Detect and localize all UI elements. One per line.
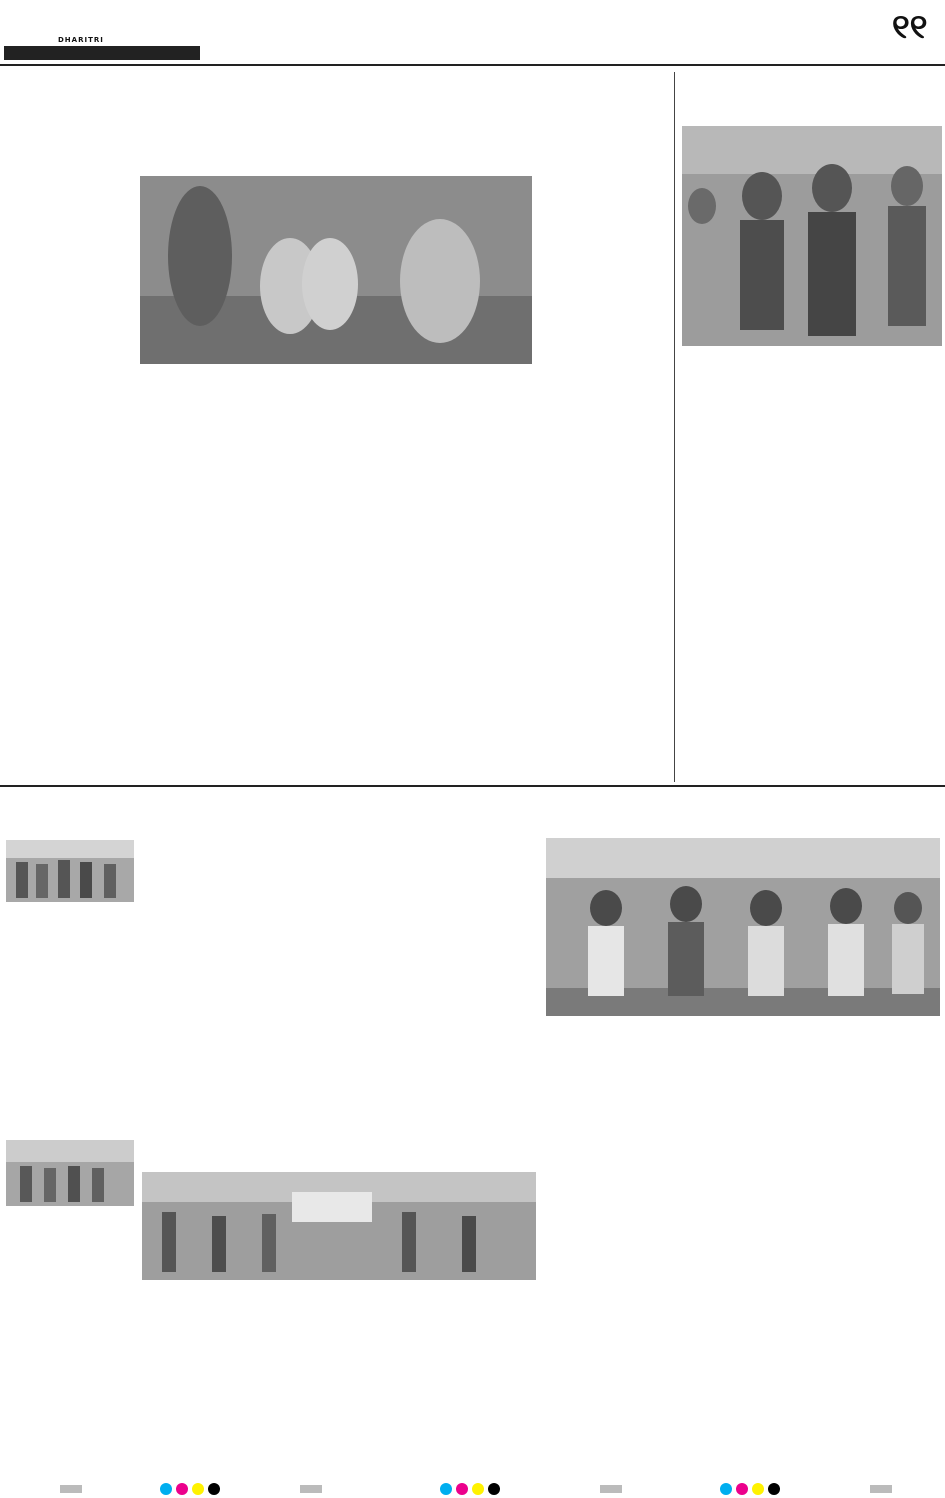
netaji-photo-image bbox=[6, 1140, 134, 1206]
page-number: ୧୧ bbox=[892, 10, 928, 47]
tree-headline bbox=[142, 1088, 538, 1168]
lead-photo-image bbox=[140, 176, 532, 364]
chandan-caption bbox=[546, 1020, 940, 1031]
bjp-mid-headline bbox=[410, 800, 534, 842]
masthead-logo bbox=[14, 6, 154, 36]
reg-square bbox=[300, 1485, 322, 1493]
reg-black-dot bbox=[488, 1483, 500, 1495]
chandan-col-2 bbox=[680, 1038, 806, 1188]
lead-photo-caption bbox=[140, 367, 532, 378]
reg-yellow-dot bbox=[752, 1483, 764, 1495]
lead-col-3 bbox=[274, 380, 402, 782]
right-top-photo bbox=[682, 126, 942, 346]
reg-square bbox=[600, 1485, 622, 1493]
nhrc-col-4 bbox=[810, 1282, 940, 1476]
reg-black-dot bbox=[208, 1483, 220, 1495]
reg-magenta-dot bbox=[736, 1483, 748, 1495]
reg-black-dot bbox=[768, 1483, 780, 1495]
bjp-mid-body bbox=[410, 866, 536, 1086]
lead-col-2 bbox=[140, 380, 270, 782]
dhruba-headline bbox=[142, 800, 400, 870]
chandan-photo bbox=[546, 838, 940, 1016]
nhrc-headline bbox=[410, 1218, 940, 1274]
masthead-rule bbox=[0, 64, 945, 66]
right-top-photo-image bbox=[682, 126, 942, 346]
dhruba-dateline bbox=[142, 876, 262, 888]
registration-strip bbox=[0, 1480, 945, 1498]
right-top-caption bbox=[682, 350, 942, 361]
right-top-col-2 bbox=[816, 364, 942, 782]
nhrc-col-3 bbox=[676, 1282, 802, 1476]
chandan-col-3 bbox=[814, 1038, 940, 1188]
reg-cyan-dot bbox=[720, 1483, 732, 1495]
chandan-headline bbox=[544, 794, 940, 834]
reg-cyan-dot bbox=[440, 1483, 452, 1495]
reg-cyan-dot bbox=[160, 1483, 172, 1495]
tree-col-2 bbox=[274, 1300, 400, 1476]
right-top-dateline bbox=[682, 364, 802, 376]
nhrc-col-2 bbox=[542, 1282, 668, 1476]
lead-col-5 bbox=[538, 150, 668, 782]
nhrc-col-1 bbox=[410, 1296, 536, 1476]
dhruba-col-2 bbox=[274, 876, 400, 1086]
section-title bbox=[770, 10, 890, 50]
bjp-left-photo bbox=[6, 840, 134, 902]
bjp-left-headline bbox=[6, 792, 134, 836]
bjp-mid-dateline bbox=[410, 850, 530, 862]
lead-headline bbox=[6, 86, 670, 150]
column-rule bbox=[674, 72, 675, 782]
masthead bbox=[0, 0, 945, 66]
lead-dateline bbox=[12, 176, 132, 188]
reg-yellow-dot bbox=[192, 1483, 204, 1495]
lead-photo bbox=[140, 176, 532, 364]
nhrc-dateline bbox=[410, 1282, 530, 1294]
reg-magenta-dot bbox=[456, 1483, 468, 1495]
tree-dateline bbox=[142, 1300, 262, 1312]
chandan-photo-image bbox=[546, 838, 940, 1016]
reg-magenta-dot bbox=[176, 1483, 188, 1495]
masthead-logo-sub: DHARITRI bbox=[58, 36, 104, 44]
masthead-dateline bbox=[10, 47, 198, 59]
reg-square bbox=[870, 1485, 892, 1493]
chandan-col-1 bbox=[546, 1052, 672, 1188]
netaji-body bbox=[6, 1212, 134, 1476]
bjp-left-body bbox=[6, 906, 134, 1082]
lead-col-1 bbox=[6, 192, 136, 782]
reg-square bbox=[60, 1485, 82, 1493]
dhruba-col-1 bbox=[142, 890, 268, 1086]
right-top-headline bbox=[680, 84, 942, 124]
bjp-left-photo-image bbox=[6, 840, 134, 902]
nhrc-kicker bbox=[410, 1192, 940, 1212]
netaji-photo bbox=[6, 1140, 134, 1206]
lead-col-4 bbox=[406, 380, 534, 782]
reg-yellow-dot bbox=[472, 1483, 484, 1495]
right-top-col-1 bbox=[682, 378, 808, 782]
chandan-dateline bbox=[546, 1038, 666, 1050]
section-rule-1 bbox=[0, 785, 945, 787]
tree-col-1 bbox=[142, 1314, 268, 1476]
netaji-headline bbox=[6, 1092, 134, 1136]
